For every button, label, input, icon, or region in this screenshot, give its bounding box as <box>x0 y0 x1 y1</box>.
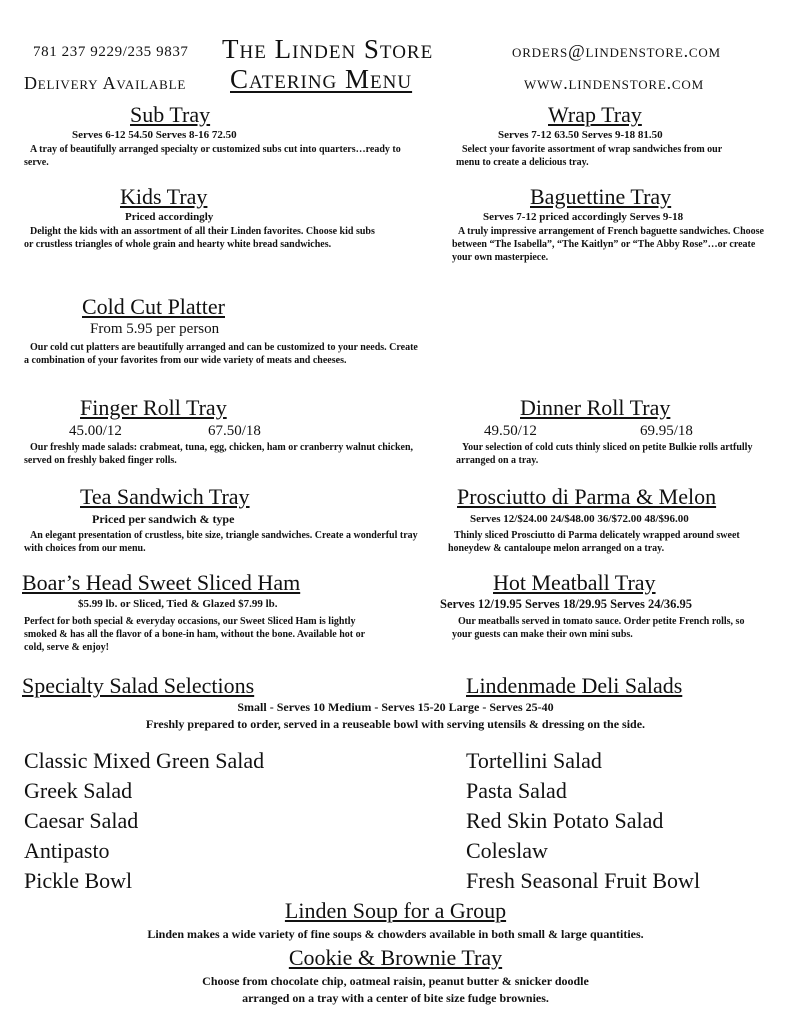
delivery-available: Delivery Available <box>24 73 187 93</box>
hot-meatball-tray-description: Our meatballs served in tomato sauce. Order petite French rolls, so your guests can make their own mini subs. <box>452 616 745 640</box>
email-address[interactable]: orders@lindenstore.com <box>512 41 721 61</box>
dinner-roll-tray-description: Your selection of cold cuts thinly sliced on petite Bulkie rolls artfully arranged on a tray. <box>456 442 753 466</box>
prosciutto-melon-serves: Serves 12/$24.00 24/$48.00 36/$72.00 48/$96.00 <box>470 513 689 525</box>
kids-tray-pricing: Priced accordingly <box>125 211 214 223</box>
dinner-roll-price-12: 49.50/12 <box>484 423 537 439</box>
dinner-roll-tray-title: Dinner Roll Tray <box>520 395 671 420</box>
hot-meatball-tray-title: Hot Meatball Tray <box>493 570 656 595</box>
salad-item: Red Skin Potato Salad <box>466 808 664 833</box>
baguettine-tray-description: A truly impressive arrangement of French baguette sandwiches. Choose between “The Isabella”, “The Kaitlyn” or “The Abby Rose”…or create your own masterpiece. <box>452 226 764 263</box>
cookie-description-line-2: arranged on a tray with a center of bite size fudge brownies. <box>242 991 549 1005</box>
cold-cut-platter-price: From 5.95 per person <box>90 321 220 337</box>
salad-note-text: Freshly prepared to order, served in a reuseable bowl with serving utensils & dressing on the side. <box>145 717 646 731</box>
salad-item: Classic Mixed Green Salad <box>24 748 265 773</box>
tea-sandwich-tray-title: Tea Sandwich Tray <box>80 484 250 509</box>
baguettine-tray-serves: Serves 7-12 priced accordingly Serves 9-18 <box>483 211 684 223</box>
specialty-salad-list <box>24 746 264 896</box>
finger-roll-price-18: 67.50/18 <box>208 423 261 439</box>
soup-description: Linden makes a wide variety of fine soups & chowders available in both small & large quantities. <box>147 927 644 941</box>
salad-item: Coleslaw <box>466 838 548 863</box>
tea-sandwich-pricing: Priced per sandwich & type <box>92 512 235 526</box>
boars-head-ham-description: Perfect for both special & everyday occasions, our Sweet Sliced Ham is lightly smoked & has all the flavor of a bone-in ham, without the bone. Available hot or cold, serve & enjoy! <box>24 616 365 653</box>
specialty-salad-title: Specialty Salad Selections <box>22 673 255 698</box>
hot-meatball-tray-serves: Serves 12/19.95 Serves 18/29.95 Serves 24/36.95 <box>440 597 693 611</box>
salad-sizes-text: Small - Serves 10 Medium - Serves 15-20 Large - Serves 25-40 <box>237 700 554 714</box>
salad-item: Antipasto <box>24 838 110 863</box>
finger-roll-price-12: 45.00/12 <box>69 423 122 439</box>
tea-sandwich-tray-description: An elegant presentation of crustless, bite size, triangle sandwiches. Create a wonderful tray with choices from our menu. <box>24 530 418 554</box>
salad-note <box>0 717 791 732</box>
cookie-section <box>0 945 791 1006</box>
boars-head-ham-title: Boar’s Head Sweet Sliced Ham <box>22 570 301 595</box>
salad-item: Caesar Salad <box>24 808 139 833</box>
store-name: The Linden Store <box>222 34 434 64</box>
kids-tray-description: Delight the kids with an assortment of all their Linden favorites. Choose kid subs or crustless triangles of whole grain and hearty white bread sandwiches. <box>24 226 375 250</box>
cold-cut-platter-description: Our cold cut platters are beautifully arranged and can be customized to your needs. Create a combination of your favorites from our wide variety of meats and cheeses. <box>24 342 418 366</box>
dinner-roll-price-18: 69.95/18 <box>640 423 693 439</box>
phone-number: 781 237 9229/235 9837 <box>33 44 189 60</box>
prosciutto-melon-description: Thinly sliced Prosciutto di Parma delicately wrapped around sweet honeydew & cantaloupe melon arranged on a tray. <box>448 530 740 554</box>
baguettine-tray-title: Baguettine Tray <box>530 184 672 209</box>
sub-tray-description: A tray of beautifully arranged specialty or customized subs cut into quarters…ready to serve. <box>24 144 401 168</box>
salad-item: Tortellini Salad <box>466 748 602 773</box>
salad-sizes <box>0 700 791 715</box>
salad-item: Greek Salad <box>24 778 133 803</box>
wrap-tray-serves: Serves 7-12 63.50 Serves 9-18 81.50 <box>498 129 663 141</box>
finger-roll-tray-title: Finger Roll Tray <box>80 395 227 420</box>
cookie-description-line-1: Choose from chocolate chip, oatmeal raisin, peanut butter & snicker doodle <box>202 974 589 988</box>
website-link[interactable]: www.lindenstore.com <box>524 73 704 93</box>
deli-salads-title: Lindenmade Deli Salads <box>466 673 683 698</box>
soup-section <box>0 898 791 942</box>
sub-tray-serves: Serves 6-12 54.50 Serves 8-16 72.50 <box>72 129 237 141</box>
kids-tray-title: Kids Tray <box>120 184 208 209</box>
wrap-tray-description: Select your favorite assortment of wrap sandwiches from our menu to create a delicious tray. <box>456 144 722 168</box>
sub-tray-title: Sub Tray <box>130 102 211 127</box>
cookie-brownie-title: Cookie & Brownie Tray <box>288 945 503 970</box>
boars-head-ham-pricing: $5.99 lb. or Sliced, Tied & Glazed $7.99 lb. <box>78 598 278 610</box>
deli-salad-list <box>466 746 700 896</box>
cold-cut-platter-title: Cold Cut Platter <box>82 294 225 319</box>
wrap-tray-title: Wrap Tray <box>548 102 642 127</box>
page-title: Catering Menu <box>230 64 413 94</box>
salad-item: Pickle Bowl <box>24 868 133 893</box>
prosciutto-melon-title: Prosciutto di Parma & Melon <box>457 484 717 509</box>
salad-item: Pasta Salad <box>466 778 567 803</box>
salad-item: Fresh Seasonal Fruit Bowl <box>466 868 701 893</box>
soup-title: Linden Soup for a Group <box>284 898 507 923</box>
finger-roll-tray-description: Our freshly made salads: crabmeat, tuna, egg, chicken, ham or cranberry walnut chicken, served on freshly baked finger rolls. <box>24 442 414 466</box>
